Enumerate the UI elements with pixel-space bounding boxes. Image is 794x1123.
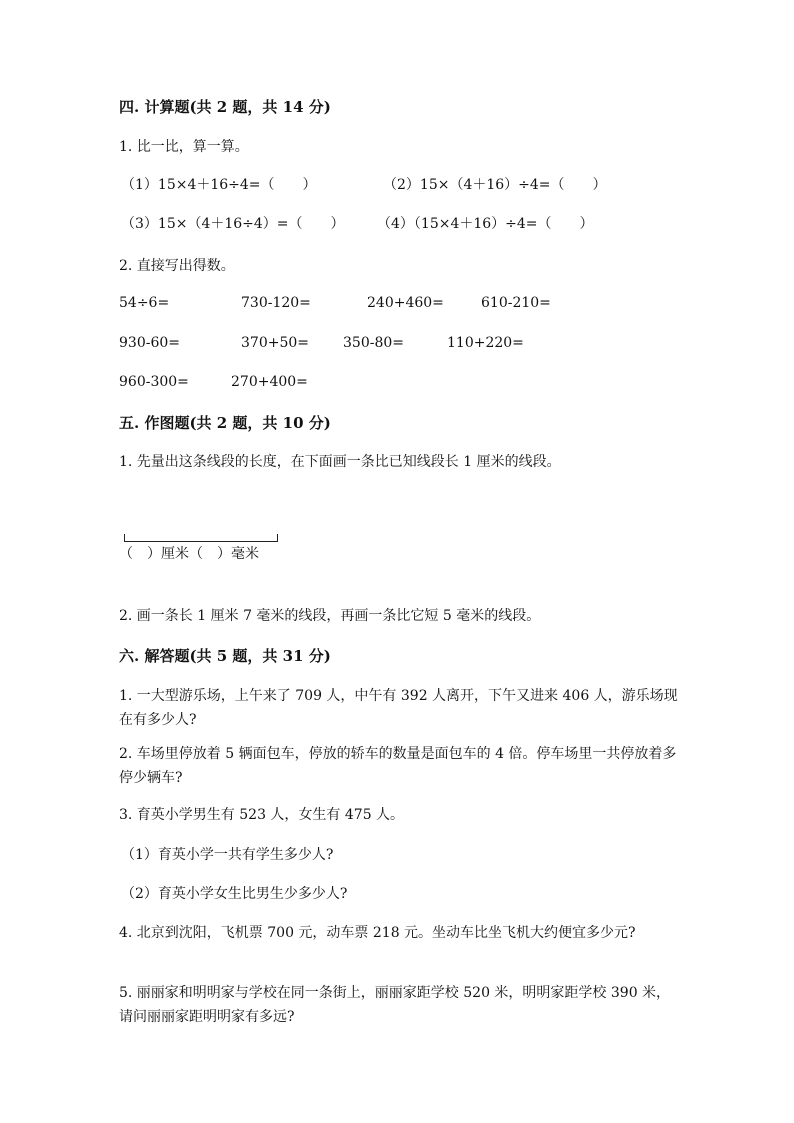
segment-line [124, 541, 278, 542]
s4-q2-r1-c4: 610-210= [481, 295, 551, 311]
s4-q2-r3-c1: 960-300= [119, 374, 189, 390]
s4-q2-r1-c2: 730-120= [241, 295, 311, 311]
measure-label: （ ）厘米（ ）毫米 [119, 546, 259, 562]
s6-q3-text: 3. 育英小学男生有 523 人，女生有 475 人。 [119, 807, 405, 823]
s4-q2-r1-c1: 54÷6= [119, 295, 170, 311]
s4-q2-r3-c2: 270+400= [231, 374, 308, 390]
s5-q1-text: 1. 先量出这条线段的长度，在下面画一条比已知线段长 1 厘米的线段。 [119, 454, 561, 470]
s6-q2-text: 2. 车场里停放着 5 辆面包车，停放的轿车的数量是面包车的 4 倍。停车场里一共停放着多停少辆车? [119, 746, 677, 786]
segment-right-tick [277, 534, 278, 542]
section-4-title: 四. 计算题(共 2 题，共 14 分) [119, 98, 331, 116]
given-line-segment [124, 530, 278, 542]
s4-q2-r2-c3: 350-80= [343, 335, 404, 351]
s4-q2-r2-c1: 930-60= [119, 335, 180, 351]
section-6-title: 六. 解答题(共 5 题，共 31 分) [119, 647, 331, 665]
s4-q1-item-4: （4）（15×4＋16）÷4=（ ） [377, 216, 594, 232]
section-5-title: 五. 作图题(共 2 题，共 10 分) [119, 414, 331, 432]
s4-q2-r1-c3: 240+460= [367, 295, 444, 311]
s6-q5-text: 5. 丽丽家和明明家与学校在同一条街上，丽丽家距学校 520 米，明明家距学校 390 米，请问丽丽家距明明家有多远? [119, 985, 671, 1025]
s4-q1-item-1: （1）15×4＋16÷4=（ ） [121, 177, 317, 193]
s5-q2-text: 2. 画一条长 1 厘米 7 毫米的线段，再画一条比它短 5 毫米的线段。 [119, 608, 541, 624]
segment-left-tick [124, 534, 125, 542]
s4-q2-prompt: 2. 直接写出得数。 [119, 258, 235, 274]
s4-q1-prompt: 1. 比一比，算一算。 [119, 139, 249, 155]
s6-q1-text: 1. 一大型游乐场，上午来了 709 人，中午有 392 人离开，下午又进来 406 人，游乐场现在有多少人? [119, 688, 678, 728]
s6-q3-sub1: （1）育英小学一共有学生多少人? [121, 847, 334, 863]
s4-q1-item-3: （3）15×（4＋16÷4）=（ ） [121, 216, 345, 232]
s6-q4-text: 4. 北京到沈阳，飞机票 700 元，动车票 218 元。坐动车比坐飞机大约便宜多少元? [119, 925, 636, 941]
s4-q2-r2-c4: 110+220= [447, 335, 524, 351]
s6-q3-sub2: （2）育英小学女生比男生少多少人? [121, 886, 348, 902]
s4-q1-item-2: （2）15×（4＋16）÷4=（ ） [383, 177, 607, 193]
s4-q2-r2-c2: 370+50= [241, 335, 309, 351]
